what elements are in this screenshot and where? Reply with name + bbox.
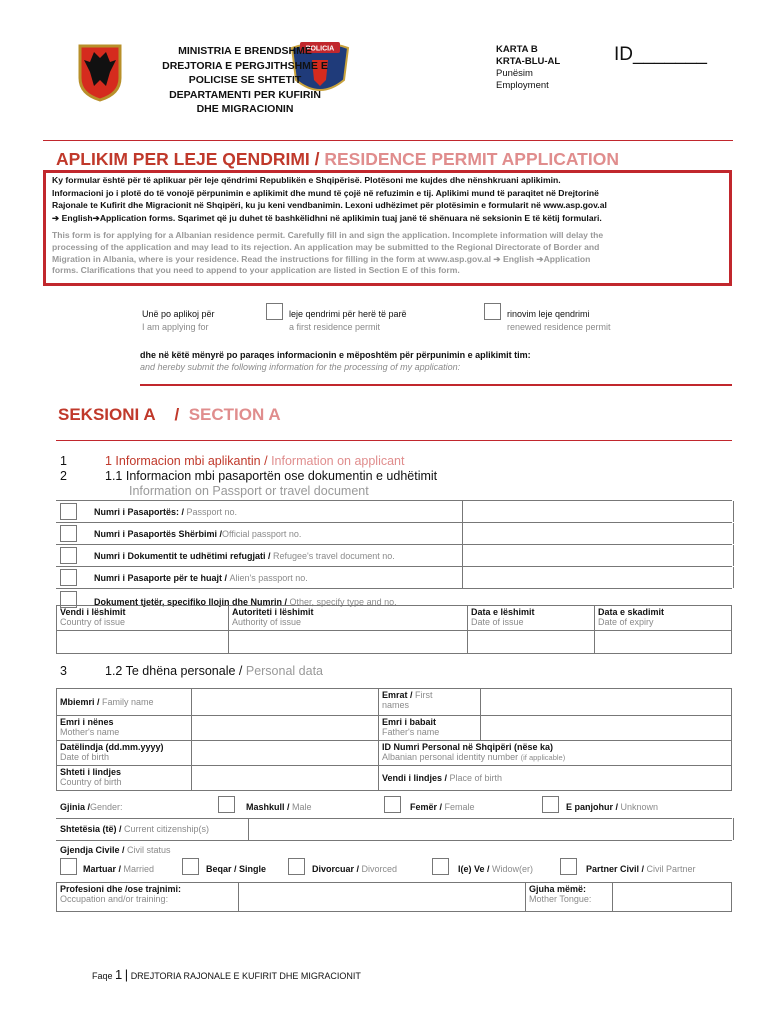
section-rule xyxy=(56,440,732,441)
partner-en: Civil Partner xyxy=(646,864,696,874)
expiry-cell xyxy=(595,606,732,631)
refugee-doc-row xyxy=(56,545,732,567)
passport-checkbox[interactable] xyxy=(60,503,77,520)
passport-en: Passport no. xyxy=(186,507,238,517)
country-issue-en: Country of issue xyxy=(60,617,126,627)
dob-al: Datëlindja (dd.mm.yyyy) xyxy=(60,742,164,752)
info-num-1: 1 xyxy=(60,454,67,468)
female-al: Femër / xyxy=(410,802,445,812)
personal-h-al: 1.2 Te dhëna personale / xyxy=(105,664,246,678)
intro-en-line-1: This form is for applying for a Albanian residence permit. Carefully fill in and sign the application. Incomplete information will delay the xyxy=(52,230,604,240)
intro-en-line-2: processing of the application and may lead to its rejection. An application may be submitted to the Regional Directorate of Border and xyxy=(52,241,600,252)
surname-al: Mbiemri / xyxy=(60,697,103,707)
form-code xyxy=(496,44,560,92)
other-doc-al: Dokument tjetër, specifiko llojin dhe Numrin / xyxy=(94,597,290,607)
renewal-checkbox[interactable] xyxy=(484,303,501,320)
cob-al: Shteti i lindjes xyxy=(60,767,122,777)
widow-al: I(e) Ve / xyxy=(458,864,493,874)
mother-al: Emri i nënes xyxy=(60,717,114,727)
profession-input[interactable] xyxy=(239,883,526,912)
issue-table xyxy=(56,605,732,654)
intro-al-line-4: ➔ English➔Application forms. Sqarimet që ju duhet të bashkëlidhni në aplikimin tuaj janë të shënuara në seksionin E të këtij formulari. xyxy=(52,212,602,223)
male-al: Mashkull / xyxy=(246,802,293,812)
country-issue-input[interactable] xyxy=(57,631,229,654)
single-checkbox[interactable] xyxy=(182,858,199,875)
title-rule xyxy=(43,140,733,141)
intro-al-line-3: Rajonale te Kufirit dhe Migracionit në Shqipëri, ku ju keni vendbanimin. Lexoni udhëzimet për plotësimin e formularit në www.asp.gov.al xyxy=(52,200,607,210)
unknown-al: E panjohur / xyxy=(566,802,621,812)
id-field[interactable] xyxy=(614,44,707,66)
unknown-en: Unknown xyxy=(620,802,659,812)
official-passport-input[interactable] xyxy=(462,523,734,544)
idnum-en: Albanian personal identity number xyxy=(382,752,519,762)
citizenship-input[interactable] xyxy=(248,818,734,840)
father-en: Father's name xyxy=(382,727,440,737)
albania-emblem xyxy=(76,42,124,107)
alien-passport-al: Numri i Pasaporte për te huajt / xyxy=(94,573,230,583)
gender-en: Gender: xyxy=(90,802,123,812)
ministry-header xyxy=(140,44,350,117)
divorced-al: Divorcuar / xyxy=(312,864,362,874)
info-h2-en: Information on Passport or travel document xyxy=(129,484,369,498)
info-num-2: 2 xyxy=(60,469,67,483)
personal-num: 3 xyxy=(60,664,67,678)
surname-cell xyxy=(57,689,192,716)
male-checkbox[interactable] xyxy=(218,796,235,813)
name-cell xyxy=(379,689,481,716)
personal-table xyxy=(56,688,732,791)
partner-al: Partner Civil / xyxy=(586,864,647,874)
father-al: Emri i babait xyxy=(382,717,437,727)
title-al: APLIKIM PER LEJE QENDRIMI xyxy=(56,149,310,169)
section-al: SEKSIONI A xyxy=(58,405,156,424)
cob-en: Country of birth xyxy=(60,777,122,787)
submit-al: dhe në këtë mënyrë po paraqes informacionin e mëposhtëm për përpunimin e aplikimit tim: xyxy=(140,350,531,360)
father-cell xyxy=(379,716,481,741)
female-checkbox[interactable] xyxy=(384,796,401,813)
section-a-title xyxy=(58,405,281,425)
civil-en: Civil status xyxy=(127,845,171,855)
intro-al-line-1: Ky formular është për të aplikuar për leje qëndrimi Republikën e Shqipërisë. Plotësoni me kujdes dhe nënshkruani aplikimin. xyxy=(52,175,561,185)
pob-al: Vendi i lindjes / xyxy=(382,773,450,783)
official-passport-checkbox[interactable] xyxy=(60,525,77,542)
profession-table xyxy=(56,882,732,912)
father-input[interactable] xyxy=(481,716,732,741)
profession-al: Profesioni dhe /ose trajnimi: xyxy=(60,884,182,894)
intro-en-line-3: Migration in Albania, where is your residence. Read the instructions for filling in the form at www.asp.gov.al ➔ English ➔Application xyxy=(52,253,591,264)
authority-issue-input[interactable] xyxy=(229,631,468,654)
cob-input[interactable] xyxy=(192,766,379,791)
intro-en-line-4: forms. Clarifications that you need to append to your application are listed in Section E of this form. xyxy=(52,265,460,276)
page-footer: Faqe 1 | DREJTORIA RAJONALE E KUFIRIT DHE MIGRACIONIT xyxy=(92,967,361,982)
authority-issue-en: Authority of issue xyxy=(232,617,302,627)
applying-label-en: I am applying for xyxy=(142,322,209,332)
alien-passport-en: Alien's passport no. xyxy=(229,573,308,583)
first-permit-al: leje qendrimi për herë të parë xyxy=(289,309,407,319)
personal-heading xyxy=(105,664,323,678)
pob-cell xyxy=(379,766,732,791)
divider-line xyxy=(140,384,732,386)
single-label: Beqar / Single xyxy=(206,864,267,874)
personal-h-en: Personal data xyxy=(245,664,323,678)
divorced-en: Divorced xyxy=(361,864,398,874)
police-badge-text: POLICIA xyxy=(305,45,335,53)
date-issue-cell xyxy=(468,606,595,631)
pob-en: Place of birth xyxy=(449,773,503,783)
info-h2-al: 1.1 Informacion mbi pasaportën ose dokumentin e udhëtimit xyxy=(105,469,438,483)
id-label: ID xyxy=(614,44,633,65)
name-en-2: names xyxy=(382,700,410,710)
passport-table xyxy=(56,500,732,610)
info-h1-en: Information on applicant xyxy=(271,454,405,468)
applying-label xyxy=(142,308,215,334)
submit-en: and hereby submit the following information for the processing of my application: xyxy=(140,362,461,372)
intro-albanian xyxy=(52,174,724,224)
name-input[interactable] xyxy=(481,689,732,716)
refugee-doc-en: Refugee's travel document no. xyxy=(273,551,395,561)
form-code-1: KARTA B xyxy=(496,44,538,55)
dob-input[interactable] xyxy=(192,741,379,766)
mother-cell xyxy=(57,716,192,741)
official-passport-row xyxy=(56,523,732,545)
idnum-note: (if applicable) xyxy=(520,753,566,762)
passport-al: Numri i Pasaportës: / xyxy=(94,507,187,517)
mother-input[interactable] xyxy=(192,716,379,741)
applying-label-al: Unë po aplikoj për xyxy=(142,309,215,319)
title-sep: / xyxy=(309,149,325,169)
title-en: RESIDENCE PERMIT APPLICATION xyxy=(324,149,619,169)
expiry-en: Date of expiry xyxy=(598,617,654,627)
dob-cell xyxy=(57,741,192,766)
cob-cell xyxy=(57,766,192,791)
tongue-input[interactable] xyxy=(613,883,732,912)
expiry-input[interactable] xyxy=(595,631,732,654)
widow-en: Widow(er) xyxy=(492,864,534,874)
ministry-line-3: POLICISE SE SHTETIT xyxy=(188,74,302,86)
profession-cell xyxy=(57,883,239,912)
divorced-checkbox[interactable] xyxy=(288,858,305,875)
other-doc-en: Other, specify type and no. xyxy=(289,597,397,607)
section-sep: / xyxy=(174,405,180,424)
first-permit-checkbox[interactable] xyxy=(266,303,283,320)
footer-text: DREJTORIA RAJONALE E KUFIRIT DHE MIGRACIONIT xyxy=(130,971,361,981)
refugee-doc-input[interactable] xyxy=(462,545,734,566)
gender-row xyxy=(56,794,732,819)
ministry-line-2: DREJTORIA E PERGJITHSHME E xyxy=(162,59,328,72)
tongue-cell xyxy=(526,883,613,912)
form-code-3: Punësim xyxy=(496,68,533,79)
ministry-line-4: DEPARTAMENTI PER KUFIRIN xyxy=(169,88,321,101)
info-h1-al: 1 Informacion mbi aplikantin / xyxy=(105,454,272,468)
footer-page-word: Faqe xyxy=(92,971,113,981)
date-issue-al: Data e lëshimit xyxy=(471,607,535,617)
authority-issue-cell xyxy=(229,606,468,631)
surname-en: Family name xyxy=(102,697,154,707)
civil-al: Gjendja Civile / xyxy=(60,845,128,855)
name-en-1: First xyxy=(415,690,433,700)
section-en: SECTION A xyxy=(188,405,281,424)
married-checkbox[interactable] xyxy=(60,858,77,875)
footer-page-num: 1 xyxy=(115,967,123,982)
idnum-al: ID Numri Personal në Shqipëri (nëse ka) xyxy=(382,742,554,752)
page-title xyxy=(56,149,619,170)
citizenship-row xyxy=(56,818,732,841)
widow-checkbox[interactable] xyxy=(432,858,449,875)
civil-status-row xyxy=(56,840,732,883)
married-en: Married xyxy=(123,864,155,874)
passport-row xyxy=(56,500,732,523)
passport-input[interactable] xyxy=(462,501,734,522)
female-en: Female xyxy=(444,802,475,812)
renewal-label xyxy=(507,308,611,334)
refugee-doc-al: Numri i Dokumentit te udhëtimi refugjati / xyxy=(94,551,274,561)
partner-checkbox[interactable] xyxy=(560,858,577,875)
married-al: Martuar / xyxy=(83,864,124,874)
country-issue-cell xyxy=(57,606,229,631)
citizenship-en: Current citizenship(s) xyxy=(124,824,210,834)
alien-passport-input[interactable] xyxy=(462,567,734,588)
alien-passport-checkbox[interactable] xyxy=(60,569,77,586)
date-issue-input[interactable] xyxy=(468,631,595,654)
tongue-al: Gjuha mëmë: xyxy=(529,884,587,894)
renewal-en: renewed residence permit xyxy=(507,322,611,332)
alien-passport-row xyxy=(56,567,732,589)
info-numbers xyxy=(60,454,67,484)
surname-input[interactable] xyxy=(192,689,379,716)
intro-al-line-2: Informacioni jo i plotë do të vonojë përpunimin e aplikimit dhe mund të çojë në refuzimin e tij. Aplikimi mund të paraqitet në Drejtorinë xyxy=(52,187,599,198)
authority-issue-al: Autoriteti i lëshimit xyxy=(232,607,314,617)
info-headings xyxy=(105,454,437,499)
id-line: _______ xyxy=(633,44,707,65)
form-code-2: KRTA-BLU-AL xyxy=(496,56,561,67)
idnum-cell xyxy=(379,741,732,766)
ministry-line-5: DHE MIGRACIONIN xyxy=(196,103,294,115)
first-permit-en: a first residence permit xyxy=(289,322,381,332)
refugee-doc-checkbox[interactable] xyxy=(60,547,77,564)
official-passport-al: Numri i Pasaportës Shërbimi / xyxy=(94,529,223,539)
tongue-en: Mother Tongue: xyxy=(529,894,592,904)
gender-al: Gjinia / xyxy=(60,802,91,812)
citizenship-al: Shtetësia (të) / xyxy=(60,824,125,834)
renewal-al: rinovim leje qendrimi xyxy=(507,309,590,319)
name-al: Emrat / xyxy=(382,690,416,700)
expiry-al: Data e skadimit xyxy=(598,607,665,617)
first-permit-label xyxy=(289,308,407,334)
form-code-4: Employment xyxy=(496,80,549,91)
unknown-checkbox[interactable] xyxy=(542,796,559,813)
mother-en: Mother's name xyxy=(60,727,120,737)
country-issue-al: Vendi i lëshimit xyxy=(60,607,126,617)
ministry-line-1: MINISTRIA E BRENDSHME xyxy=(178,45,312,57)
profession-en: Occupation and/or training: xyxy=(60,894,169,904)
submit-statement xyxy=(140,349,531,373)
male-en: Male xyxy=(292,802,312,812)
dob-en: Date of birth xyxy=(60,752,110,762)
date-issue-en: Date of issue xyxy=(471,617,524,627)
official-passport-en: Official passport no. xyxy=(222,529,302,539)
intro-english xyxy=(52,230,724,277)
